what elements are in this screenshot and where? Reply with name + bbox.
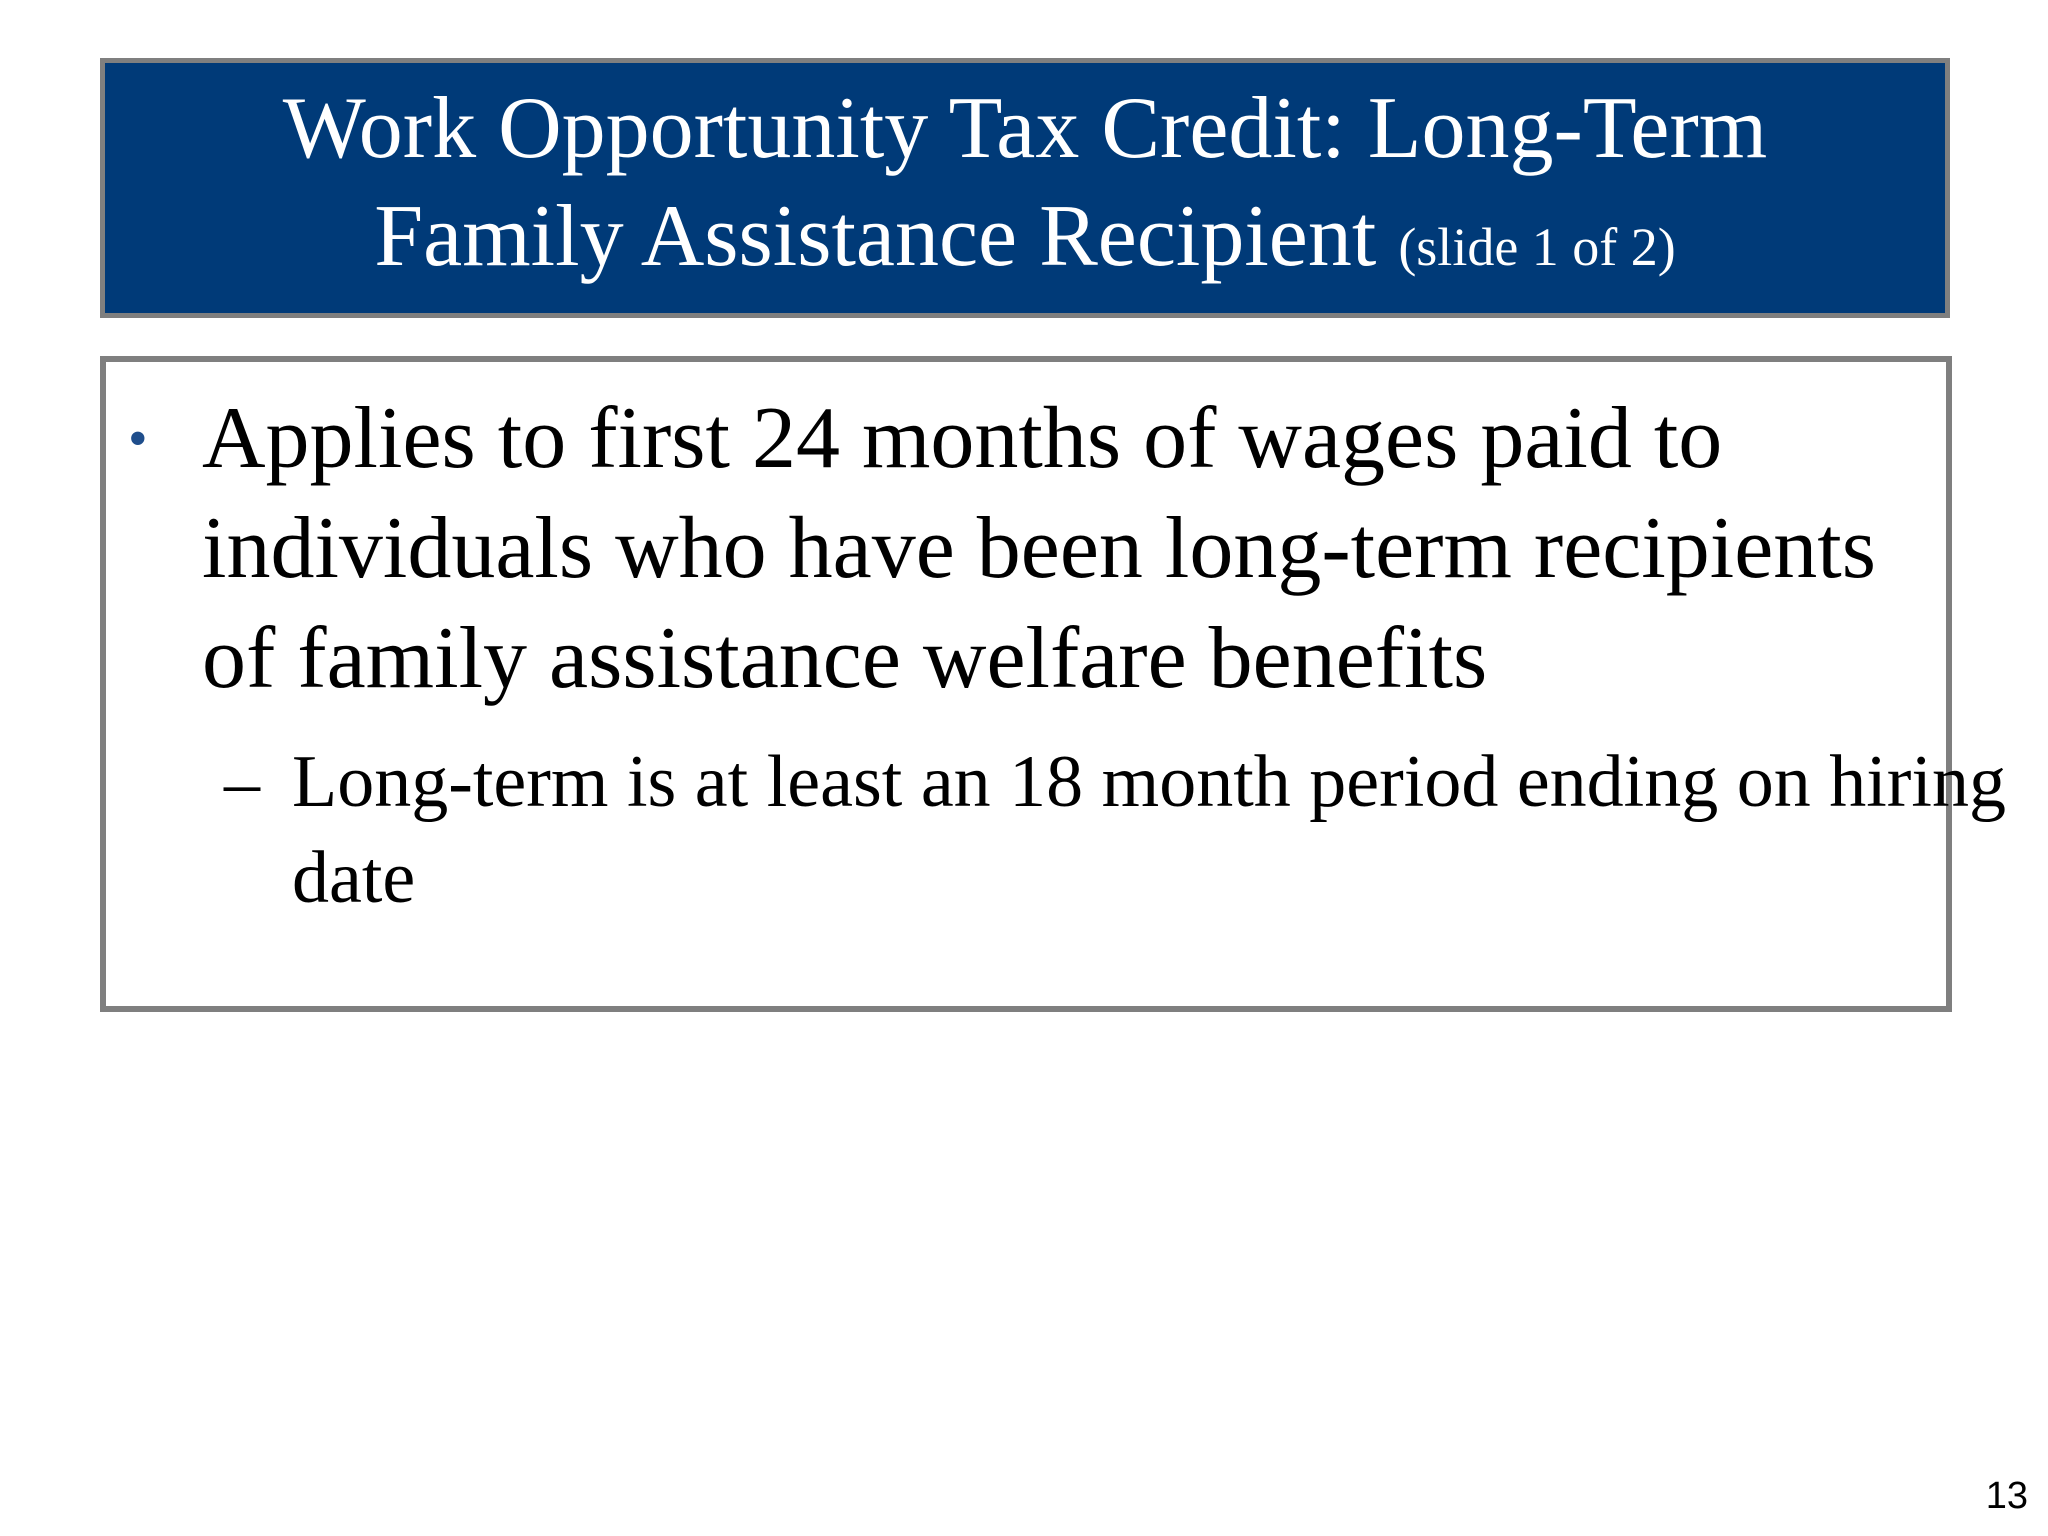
- bullet-item: [128, 384, 1922, 714]
- title-banner: [100, 58, 1950, 318]
- bullet-text: Applies to first 24 months of wages paid to individuals who have been long-term recipients of family assistance welfare benefits: [202, 390, 1876, 707]
- content-panel: [100, 356, 2006, 1012]
- page-number: 13: [1985, 1475, 2028, 1517]
- title-line-1: Work Opportunity Tax Credit: Long-Term: [282, 80, 1768, 177]
- sub-bullet-item: [224, 734, 2022, 926]
- sub-bullet-text: Long-term is at least an 18 month period ending on hiring date: [292, 741, 2006, 919]
- slide-counter: (slide 1 of 2): [1398, 217, 1676, 277]
- bullet-icon: •: [128, 408, 148, 470]
- title-line-2-text: Family Assistance Recipient: [374, 188, 1377, 285]
- dash-icon: –: [224, 742, 260, 822]
- title-line-2: [374, 183, 1676, 301]
